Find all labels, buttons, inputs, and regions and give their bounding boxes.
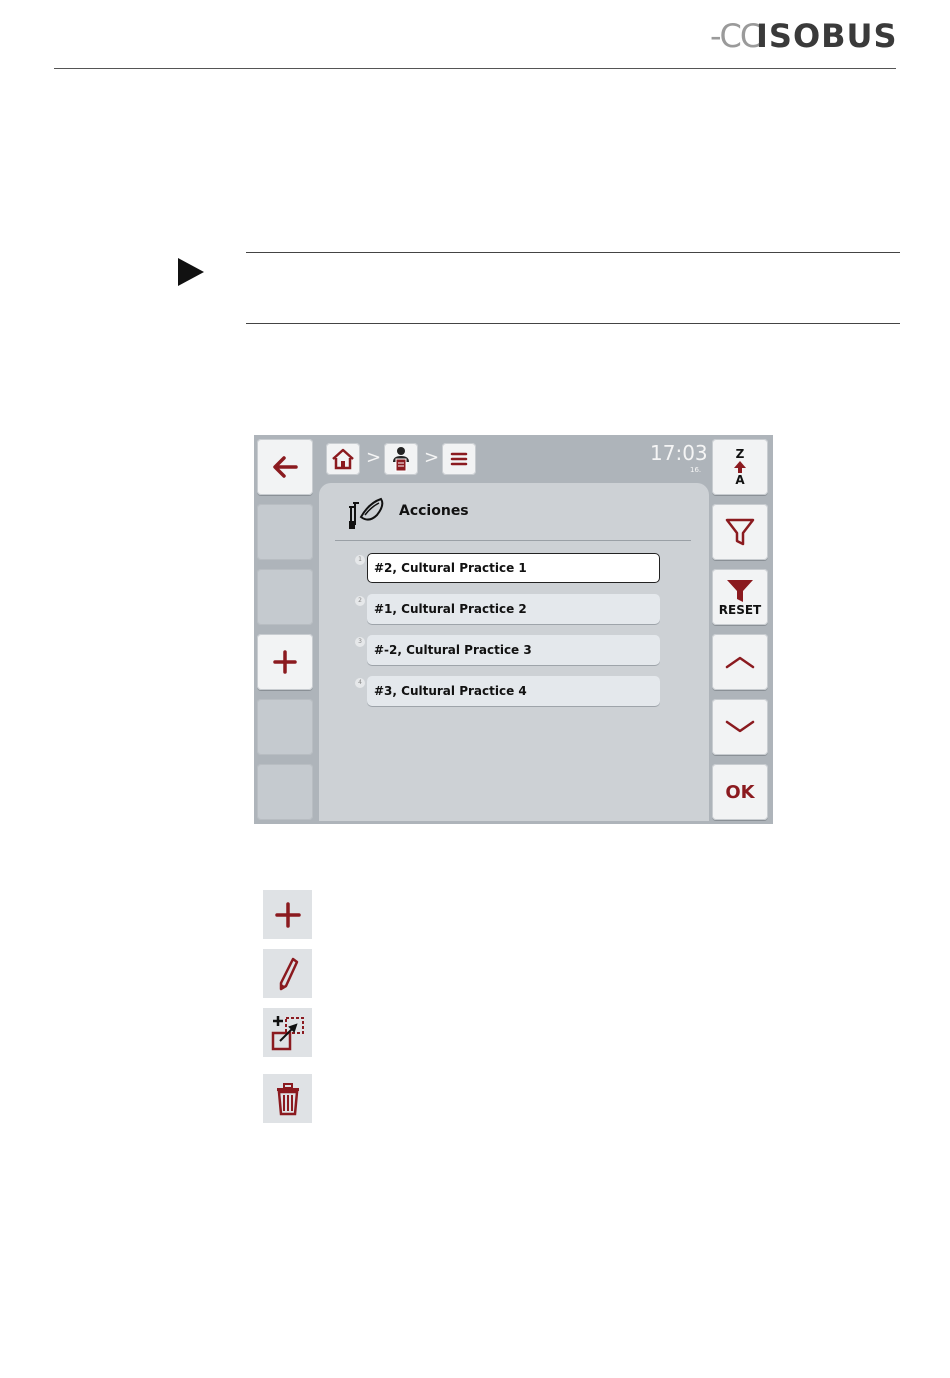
legend-edit xyxy=(263,949,312,998)
scroll-up-button[interactable] xyxy=(712,634,768,690)
note-rule-top xyxy=(246,252,900,253)
filter-icon xyxy=(724,516,756,548)
actions-panel xyxy=(319,483,709,821)
list-item[interactable]: #2, Cultural Practice 1 xyxy=(367,553,660,583)
list-menu-icon xyxy=(449,450,469,468)
sort-z-label: Z xyxy=(735,447,745,461)
cc-isobus-logo xyxy=(710,17,898,55)
list-index: 3 xyxy=(355,637,365,647)
legend-delete xyxy=(263,1074,312,1123)
ok-button[interactable] xyxy=(712,764,768,820)
breadcrumb-separator: > xyxy=(424,447,440,468)
breadcrumb-home-button[interactable] xyxy=(326,443,360,475)
logo-cc-mark: -CC xyxy=(710,17,761,55)
sort-arrow-up-icon xyxy=(733,460,747,474)
empty-softkey-2 xyxy=(257,569,313,625)
plus-icon xyxy=(273,650,297,674)
list-index: 1 xyxy=(355,555,365,565)
reset-label: RESET xyxy=(718,602,762,617)
panel-divider xyxy=(335,540,691,541)
cultural-practice-icon xyxy=(347,495,387,531)
home-icon xyxy=(330,447,356,471)
list-item[interactable]: #1, Cultural Practice 2 xyxy=(367,594,660,624)
empty-softkey-3 xyxy=(257,699,313,755)
list-index: 4 xyxy=(355,678,365,688)
empty-softkey-1 xyxy=(257,504,313,560)
breadcrumb-list-button[interactable] xyxy=(442,443,476,475)
empty-softkey-4 xyxy=(257,764,313,820)
ok-label: OK xyxy=(725,781,755,803)
filter-reset-button[interactable] xyxy=(712,569,768,625)
logo-text: ISOBUS xyxy=(756,17,898,55)
terminal-screenshot xyxy=(254,435,773,824)
chevron-down-icon xyxy=(724,719,756,735)
plus-icon xyxy=(275,902,301,928)
note-rule-bottom xyxy=(246,323,900,324)
legend-add xyxy=(263,890,312,939)
list-item[interactable]: #-2, Cultural Practice 3 xyxy=(367,635,660,665)
sort-button[interactable] xyxy=(712,439,768,495)
header-divider xyxy=(54,68,896,69)
legend-copy xyxy=(263,1008,312,1057)
add-button[interactable] xyxy=(257,634,313,690)
filter-reset-icon xyxy=(724,578,756,604)
filter-button[interactable] xyxy=(712,504,768,560)
back-button[interactable] xyxy=(257,439,313,495)
list-item[interactable]: #3, Cultural Practice 4 xyxy=(367,676,660,706)
copy-paste-icon xyxy=(268,1013,308,1053)
scroll-down-button[interactable] xyxy=(712,699,768,755)
panel-title: Acciones xyxy=(399,503,469,519)
person-document-icon xyxy=(389,446,413,472)
breadcrumb-separator: > xyxy=(366,447,382,468)
chevron-up-icon xyxy=(724,654,756,670)
list-index: 2 xyxy=(355,596,365,606)
note-triangle-icon xyxy=(178,258,204,286)
clock-date: 16. xyxy=(690,466,702,474)
clock: 17:03 xyxy=(650,441,708,465)
trash-icon xyxy=(274,1082,302,1116)
back-arrow-icon xyxy=(270,455,300,479)
pencil-icon xyxy=(276,956,300,992)
breadcrumb-field-record-button[interactable] xyxy=(384,443,418,475)
sort-a-label: A xyxy=(735,473,745,487)
